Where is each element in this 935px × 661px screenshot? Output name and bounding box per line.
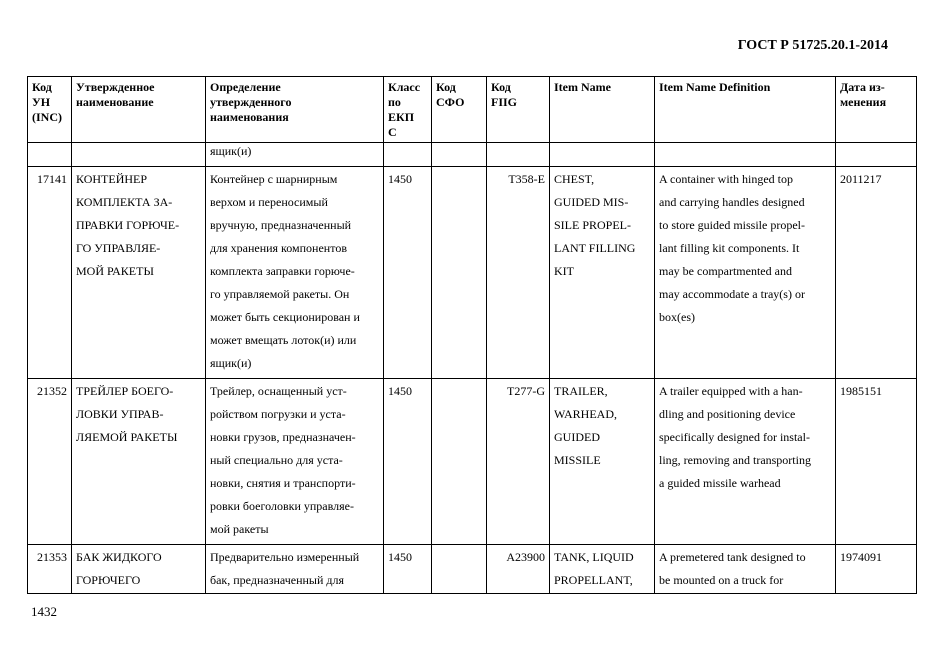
text-line: ройством погрузки и уста- xyxy=(210,407,346,421)
sfo-code xyxy=(432,545,487,594)
col-name-cell xyxy=(72,143,206,167)
text-line: ЛОВКИ УПРАВ- xyxy=(76,407,164,421)
text-line: Контейнер с шарнирным xyxy=(210,172,338,186)
sfo-code xyxy=(432,379,487,545)
inc-table xyxy=(27,76,917,594)
text-line: WARHEAD, xyxy=(554,407,617,421)
text-line: 1985151 xyxy=(840,384,882,398)
text-line: ящик(и) xyxy=(210,356,252,370)
approved-name xyxy=(72,545,206,594)
text-line: КОМПЛЕКТА ЗА- xyxy=(76,195,173,209)
text-line: T358-E xyxy=(508,172,545,186)
text-line: LANT FILLING xyxy=(554,241,636,255)
text-line: Трейлер, оснащенный уст- xyxy=(210,384,347,398)
text-line: A23900 xyxy=(506,550,545,564)
table-row xyxy=(28,545,917,594)
col-item-def-cell xyxy=(655,143,836,167)
col-inc-cell xyxy=(28,143,72,167)
text-line: менения xyxy=(840,95,887,109)
document-title: ГОСТ Р 51725.20.1-2014 xyxy=(737,38,888,53)
text-line: для хранения компонентов xyxy=(210,241,347,255)
text-line: С xyxy=(388,125,397,139)
text-line: наименование xyxy=(76,95,154,109)
text-line: Определение xyxy=(210,80,281,94)
col-item-name-cell xyxy=(550,143,655,167)
class-code xyxy=(384,167,432,379)
item-name-definition xyxy=(655,379,836,545)
text-line: ТРЕЙЛЕР БОЕГО- xyxy=(76,384,174,398)
text-line: T277-G xyxy=(507,384,545,398)
fiig-code xyxy=(487,167,550,379)
col-fiig-header xyxy=(487,77,550,143)
text-line: верхом и переносимый xyxy=(210,195,328,209)
text-line: бак, предназначенный для xyxy=(210,573,345,587)
text-line: A trailer equipped with a han- xyxy=(659,384,803,398)
text-line: 17141 xyxy=(37,172,67,186)
item-name-definition xyxy=(655,167,836,379)
text-line: ЛЯЕМОЙ РАКЕТЫ xyxy=(76,430,178,444)
sfo-code xyxy=(432,167,487,379)
text-line: GUIDED MIS- xyxy=(554,195,629,209)
col-date-cell xyxy=(836,143,917,167)
text-line: ГО УПРАВЛЯЕ- xyxy=(76,241,161,255)
text-line: комплекта заправки горюче- xyxy=(210,264,355,278)
text-line: 2011217 xyxy=(840,172,882,186)
item-name xyxy=(550,545,655,594)
text-line: may accommodate a tray(s) or xyxy=(659,287,805,301)
table-row xyxy=(28,167,917,379)
text-line: КОНТЕЙНЕР xyxy=(76,172,148,186)
approved-name xyxy=(72,379,206,545)
text-line: Код xyxy=(436,80,456,94)
col-class-cell xyxy=(384,143,432,167)
inc-code xyxy=(28,379,72,545)
text-line: может вмещать лоток(и) или xyxy=(210,333,357,347)
text-line: го управляемой ракеты. Он xyxy=(210,287,350,301)
text-line: a guided missile warhead xyxy=(659,476,781,490)
text-line: MISSILE xyxy=(554,453,601,467)
text-line: ящик(и) xyxy=(210,144,252,158)
text-line: ровки боеголовки управляе- xyxy=(210,499,354,513)
name-definition xyxy=(206,167,384,379)
item-name xyxy=(550,167,655,379)
text-line: утвержденного xyxy=(210,95,292,109)
text-line: PROPELLANT, xyxy=(554,573,633,587)
text-line: A premetered tank designed to xyxy=(659,550,806,564)
class-code xyxy=(384,545,432,594)
text-line: 21352 xyxy=(37,384,67,398)
text-line: TANK, LIQUID xyxy=(554,550,634,564)
col-item-def-header xyxy=(655,77,836,143)
col-date-header xyxy=(836,77,917,143)
col-sfo-cell xyxy=(432,143,487,167)
text-line: specifically designed for instal- xyxy=(659,430,810,444)
col-fiig-cell xyxy=(487,143,550,167)
text-line: CHEST, xyxy=(554,172,595,186)
text-line: Класс xyxy=(388,80,421,94)
text-line: вручную, предназначенный xyxy=(210,218,352,232)
inc-code xyxy=(28,545,72,594)
text-line: может быть секционирован и xyxy=(210,310,360,324)
change-date xyxy=(836,167,917,379)
text-line: БАК ЖИДКОГО xyxy=(76,550,162,564)
change-date xyxy=(836,379,917,545)
text-line: ling, removing and transporting xyxy=(659,453,811,467)
text-line: мой ракеты xyxy=(210,522,269,536)
class-code xyxy=(384,379,432,545)
text-line: dling and positioning device xyxy=(659,407,796,421)
col-definition-header xyxy=(206,77,384,143)
col-sfo-header xyxy=(432,77,487,143)
text-line: FIIG xyxy=(491,95,518,109)
col-inc-header xyxy=(28,77,72,143)
text-line: Код xyxy=(32,80,52,94)
text-line: KIT xyxy=(554,264,574,278)
text-line: A container with hinged top xyxy=(659,172,793,186)
approved-name xyxy=(72,167,206,379)
text-line: Дата из- xyxy=(840,80,885,94)
text-line: ГОРЮЧЕГО xyxy=(76,573,141,587)
item-name xyxy=(550,379,655,545)
text-line: lant filling kit components. It xyxy=(659,241,800,255)
text-line: be mounted on a truck for xyxy=(659,573,784,587)
text-line: Item Name xyxy=(554,80,611,94)
text-line: 1974091 xyxy=(840,550,882,564)
text-line: GUIDED xyxy=(554,430,600,444)
text-line: to store guided missile propel- xyxy=(659,218,805,232)
table-body xyxy=(28,77,917,594)
text-line: ный специально для уста- xyxy=(210,453,343,467)
text-line: ЕКП xyxy=(388,110,415,124)
col-class-header xyxy=(384,77,432,143)
page-number: 1432 xyxy=(31,604,57,619)
text-line: УН xyxy=(32,95,51,109)
table-header xyxy=(28,77,917,143)
col-item-name-header xyxy=(550,77,655,143)
text-line: TRAILER, xyxy=(554,384,608,398)
text-line: ПРАВКИ ГОРЮЧЕ- xyxy=(76,218,180,232)
text-line: 21353 xyxy=(37,550,67,564)
continuation-row xyxy=(28,143,917,167)
item-name-definition xyxy=(655,545,836,594)
col-name-header xyxy=(72,77,206,143)
text-line: SILE PROPEL- xyxy=(554,218,632,232)
change-date xyxy=(836,545,917,594)
text-line: по xyxy=(388,95,401,109)
text-line: 1450 xyxy=(388,172,412,186)
text-line: Предварительно измеренный xyxy=(210,550,360,564)
text-line: МОЙ РАКЕТЫ xyxy=(76,264,154,278)
text-line: наименования xyxy=(210,110,289,124)
name-definition xyxy=(206,379,384,545)
table-row xyxy=(28,379,917,545)
text-line: 1450 xyxy=(388,550,412,564)
text-line: and carrying handles designed xyxy=(659,195,805,209)
fiig-code xyxy=(487,545,550,594)
text-line: 1450 xyxy=(388,384,412,398)
inc-code xyxy=(28,167,72,379)
text-line: новки, снятия и транспорти- xyxy=(210,476,356,490)
text-line: Код xyxy=(491,80,511,94)
text-line: Утвержденное xyxy=(76,80,155,94)
text-line: box(es) xyxy=(659,310,695,324)
fiig-code xyxy=(487,379,550,545)
name-definition xyxy=(206,545,384,594)
text-line: новки грузов, предназначен- xyxy=(210,430,356,444)
text-line: may be compartmented and xyxy=(659,264,792,278)
text-line: Item Name Definition xyxy=(659,80,771,94)
text-line: СФО xyxy=(436,95,465,109)
text-line: (INC) xyxy=(32,110,62,124)
col-definition-cell xyxy=(206,143,384,167)
